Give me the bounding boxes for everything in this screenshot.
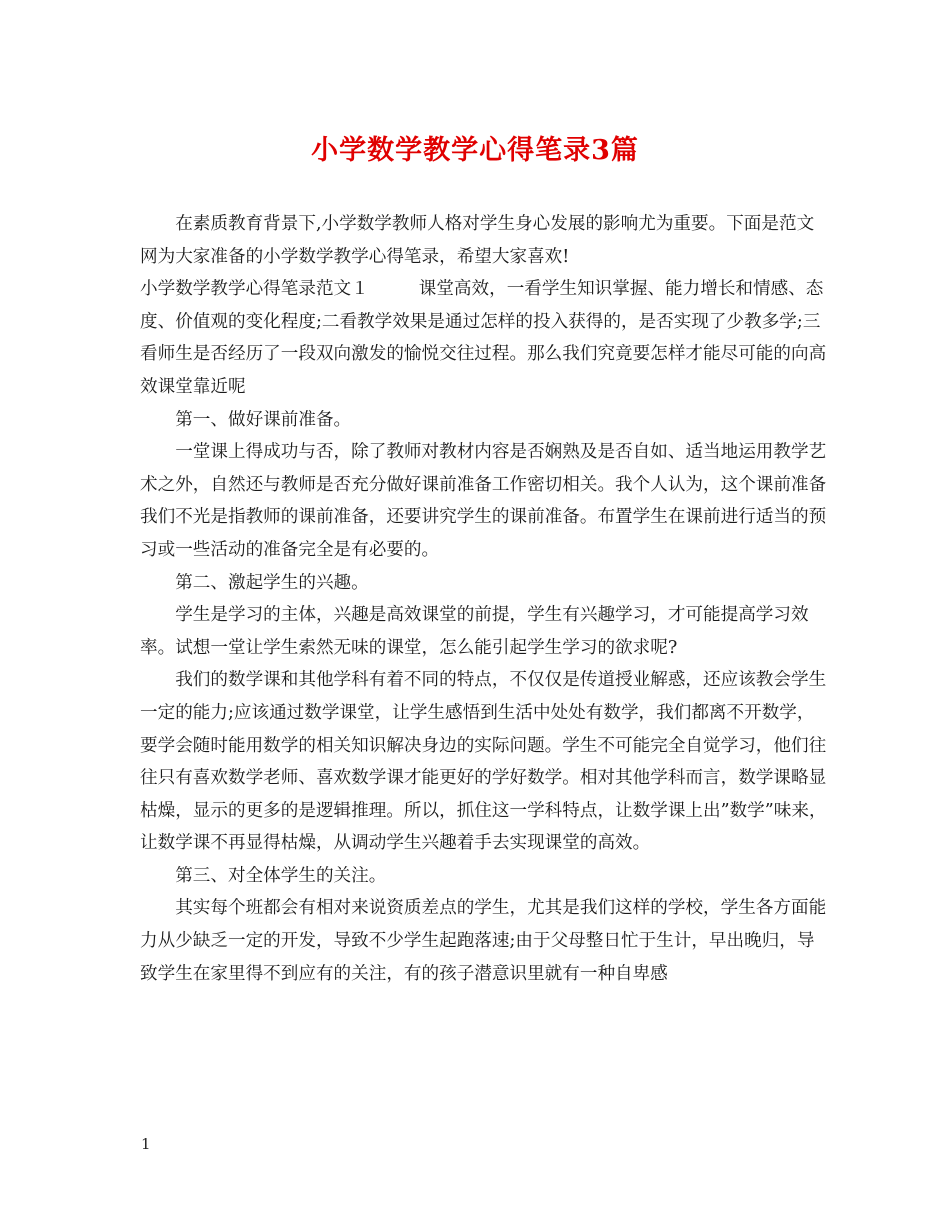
sample-1-text: 课堂高效，一看学生知识掌握、能力增长和情感、态度、价值观的变化程度;二看教学效果是通过怎样的投入获得的，是否实现了少教多学;三看师生是否经历了一段双向激发的愉悦交往过程。那么我们究竟要怎样才能尽可能的向高效课堂靠近呢 bbox=[140, 279, 827, 397]
paragraph-attention: 其实每个班都会有相对来说资质差点的学生，尤其是我们这样的学校，学生各方面能力从少缺乏一定的开发，导致不少学生起跑落速;由于父母整日忙于生计，早出晚归，导致学生在家里得不到应有的关注，有的孩子潜意识里就有一种自卑感 bbox=[140, 898, 827, 984]
document-title: 小学数学教学心得笔录3篇 bbox=[311, 135, 639, 166]
paragraph-prep: 一堂课上得成功与否，除了教师对教材内容是否娴熟及是否自如、适当地运用教学艺术之外，自然还与教师是否充分做好课前准备工作密切相关。我个人认为，这个课前准备我们不光是指教师的课前准备，还要讲究学生的课前准备。布置学生在课前进行适当的预习或一些活动的准备完全是有必要的。 bbox=[140, 442, 827, 560]
paragraph-interest-1: 学生是学习的主体，兴趣是高效课堂的前提，学生有兴趣学习，才可能提高学习效率。试想一堂让学生索然无味的课堂，怎么能引起学生学习的欲求呢? bbox=[140, 605, 809, 658]
page-number: 1 bbox=[141, 1135, 151, 1153]
document-body bbox=[140, 208, 830, 990]
section-heading-1: 第一、做好课前准备。 bbox=[175, 409, 352, 430]
paragraph-intro: 在素质教育背景下,小学数学教师人格对学生身心发展的影响尤为重要。下面是范文网为大家准备的小学数学教学心得笔录，希望大家喜欢! bbox=[140, 214, 815, 267]
paragraph-interest-2: 我们的数学课和其他学科有着不同的特点，不仅仅是传道授业解惑，还应该教会学生一定的能力;应该通过数学课堂，让学生感悟到生活中处处有数学，我们都离不开数学，要学会随时能用数学的相关知识解决身边的实际问题。学生不可能完全自觉学习，他们往往只有喜欢数学老师、喜欢数学课才能更好的学好数学。相对其他学科而言，数学课略显枯燥，显示的更多的是逻辑推理。所以，抓住这一学科特点，让数学课上出”数学”味来，让数学课不再显得枯燥，从调动学生兴趣着手去实现课堂的高效。 bbox=[140, 670, 827, 854]
sample-heading: 小学数学教学心得笔录范文１ bbox=[140, 279, 369, 300]
paragraph-sample-1 bbox=[140, 273, 830, 403]
section-heading-3: 第三、对全体学生的关注。 bbox=[175, 865, 387, 886]
section-heading-2: 第二、激起学生的兴趣。 bbox=[175, 572, 369, 593]
